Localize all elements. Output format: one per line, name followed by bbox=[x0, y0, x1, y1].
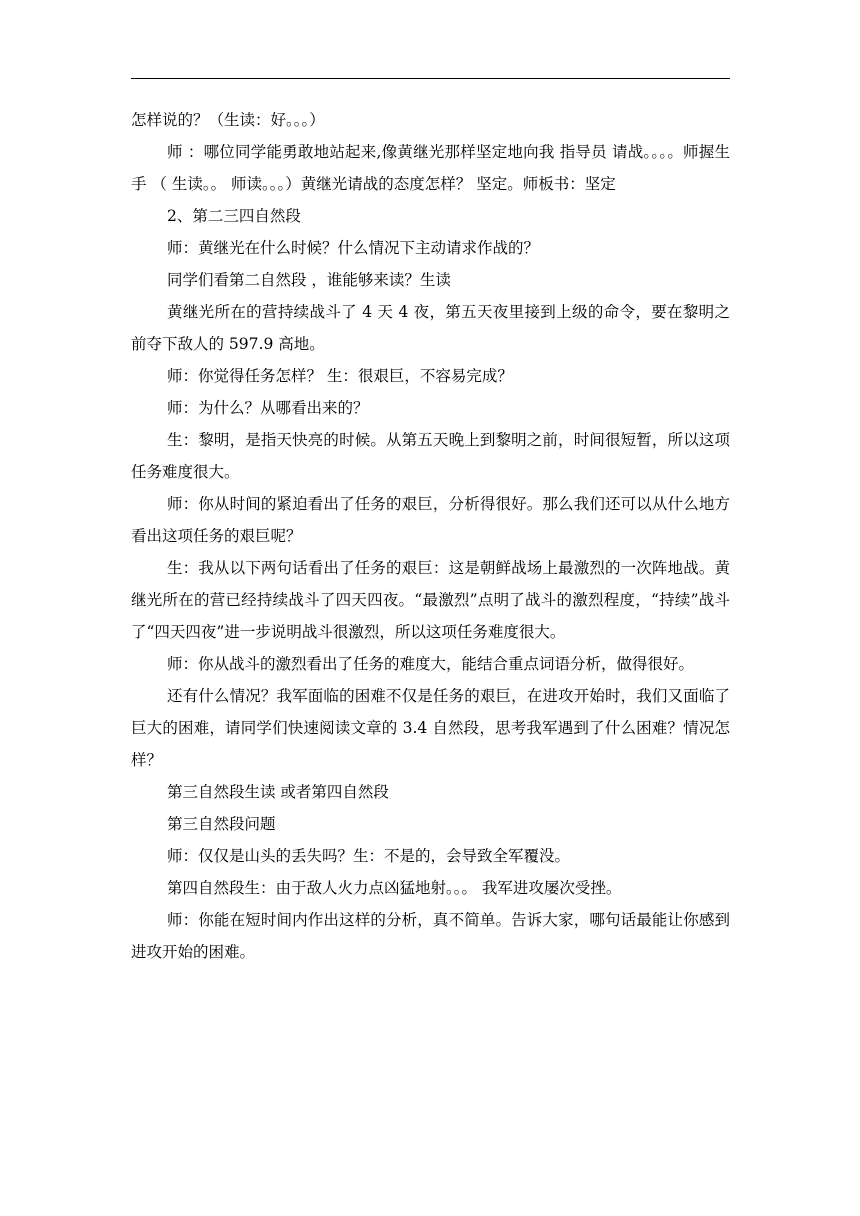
paragraph: 黄继光所在的营持续战斗了 4 天 4 夜，第五天夜里接到上级的命令，要在黎明之前夺下敌人的 597.9 高地。 bbox=[131, 303, 730, 353]
paragraph: 生：我从以下两句话看出了任务的艰巨：这是朝鲜战场上最激烈的一次阵地战。黄继光所在的营已经持续战斗了四天四夜。“最激烈”点明了战斗的激烈程度，“持续”战斗了“四天四夜”进一步说明战斗很激烈，所以这项任务难度很大。 bbox=[131, 559, 730, 641]
paragraph: 怎样说的？（生读：好。。。） bbox=[131, 111, 325, 129]
header-rule bbox=[131, 78, 730, 79]
paragraph: 第三自然段生读 或者第四自然段 bbox=[167, 783, 389, 801]
paragraph: 师：仅仅是山头的丢失吗？生：不是的，会导致全军覆没。 bbox=[167, 847, 571, 865]
paragraph: 2、第二三四自然段 bbox=[167, 207, 301, 225]
paragraph: 师：你从战斗的激烈看出了任务的难度大，能结合重点词语分析，做得很好。 bbox=[167, 655, 695, 673]
paragraph: 师：为什么？从哪看出来的？ bbox=[167, 399, 369, 417]
paragraph: 师 ：哪位同学能勇敢地站起来,像黄继光那样坚定地向我 指导员 请战。。。。师握生手 （ 生读。。 师读。。。）黄继光请战的态度怎样？ 坚定。师板书：坚定 bbox=[131, 143, 730, 193]
paragraph: 第三自然段问题 bbox=[167, 815, 276, 833]
paragraph: 师：你从时间的紧迫看出了任务的艰巨，分析得很好。那么我们还可以从什么地方看出这项任务的艰巨呢？ bbox=[131, 495, 730, 545]
paragraph: 第四自然段生：由于敌人火力点凶猛地射。。。 我军进攻屡次受挫。 bbox=[167, 879, 622, 897]
paragraph: 同学们看第二自然段 ，谁能够来读？生读 bbox=[167, 271, 451, 289]
paragraph: 生：黎明，是指天快亮的时候。从第五天晚上到黎明之前，时间很短暂，所以这项任务难度很大。 bbox=[131, 431, 730, 481]
paragraph: 还有什么情况？我军面临的困难不仅是任务的艰巨，在进攻开始时，我们又面临了巨大的困难，请同学们快速阅读文章的 3.4 自然段，思考我军遇到了什么困难？情况怎样？ bbox=[131, 687, 730, 769]
document-body bbox=[131, 104, 730, 968]
paragraph: 师：你觉得任务怎样？ 生：很艰巨，不容易完成？ bbox=[167, 367, 513, 385]
paragraph: 师：黄继光在什么时候？什么情况下主动请求作战的？ bbox=[167, 239, 540, 257]
paragraph: 师：你能在短时间内作出这样的分析，真不简单。告诉大家，哪句话最能让你感到进攻开始的困难。 bbox=[131, 911, 730, 961]
